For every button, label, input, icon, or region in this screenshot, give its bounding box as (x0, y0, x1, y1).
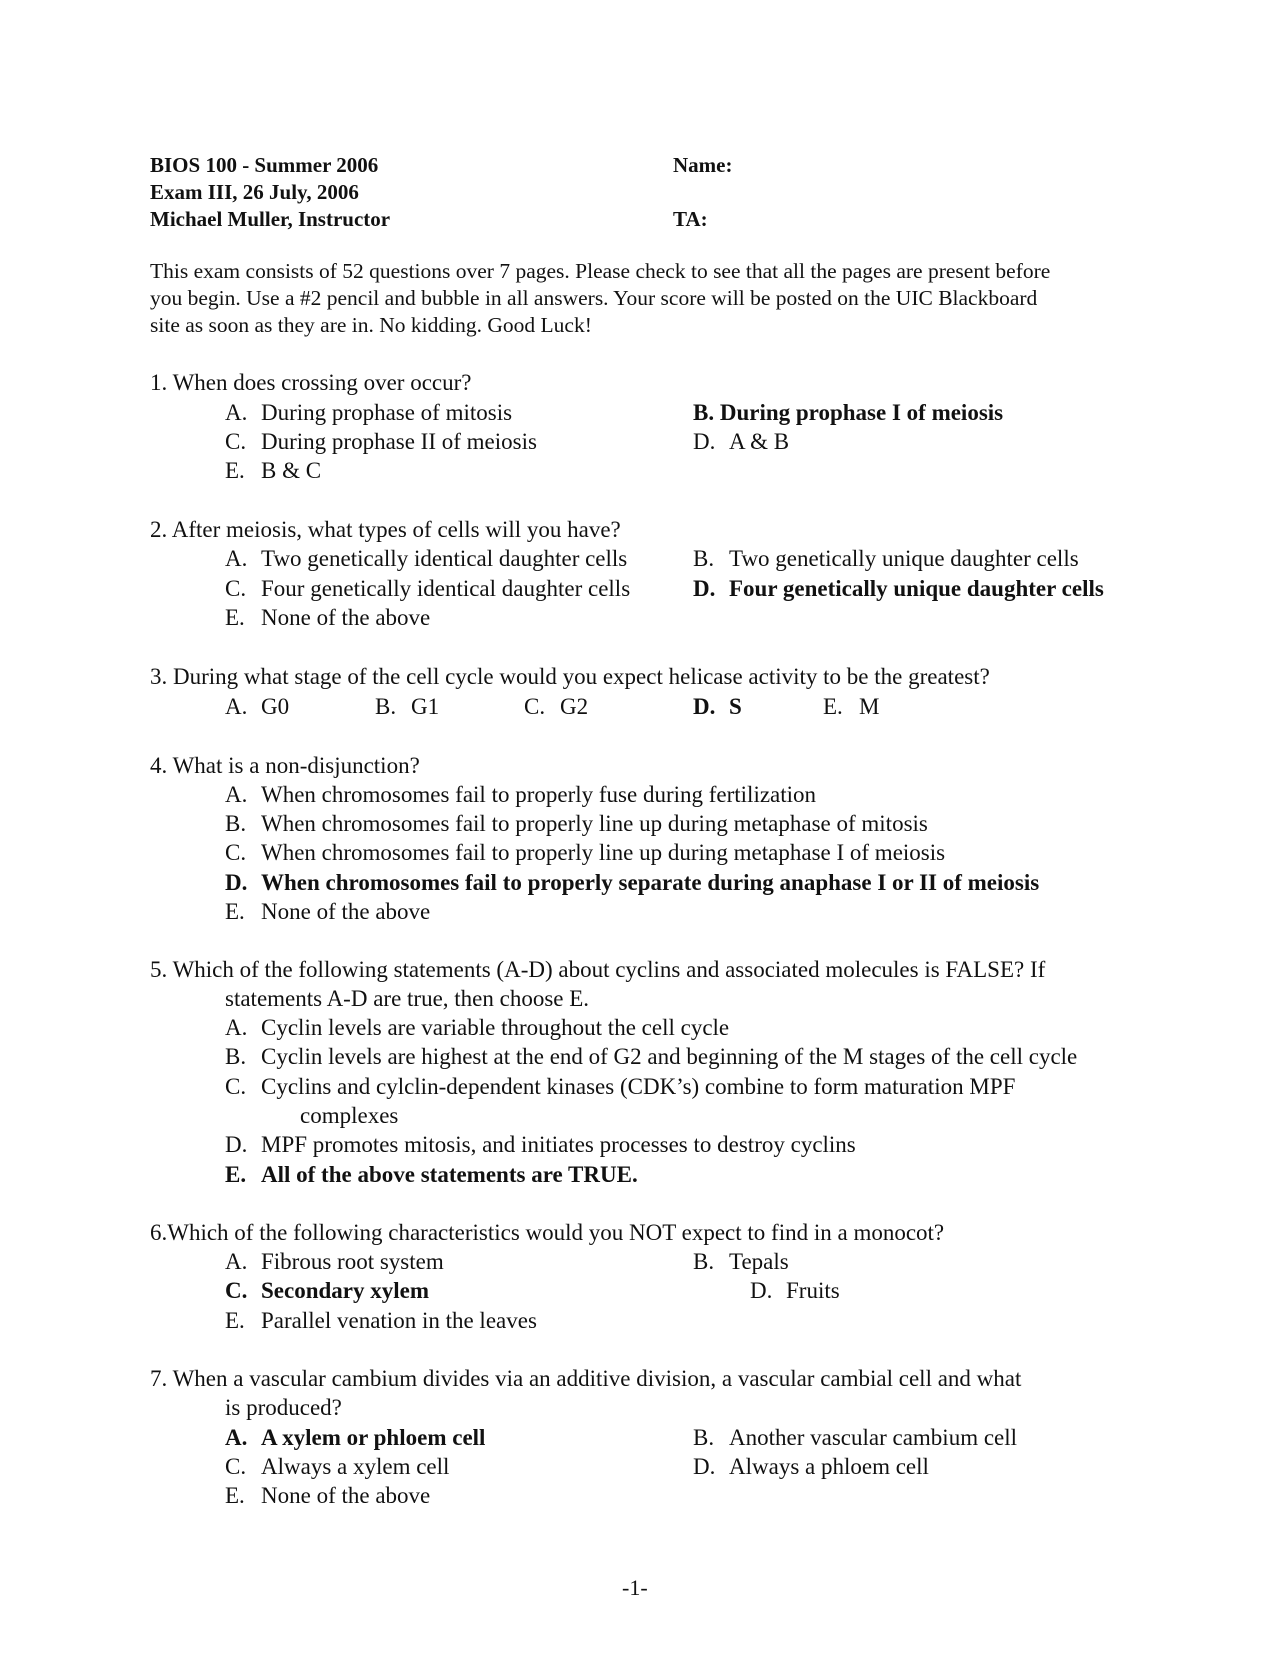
intro-line-3: site as soon as they are in. No kidding. Good Luck! (150, 313, 592, 337)
intro-line-2: you begin. Use a #2 pencil and bubble in all answers. Your score will be posted on the UIC Blackboard (150, 286, 1038, 310)
q4-option-d: D. When chromosomes fail to properly separate during anaphase I or II of meiosis (225, 870, 1040, 895)
q5-option-c: C. Cyclins and cylclin-dependent kinases (CDK’s) combine to form maturation MPF (225, 1074, 1016, 1099)
q6-option-e: E. Parallel venation in the leaves (225, 1308, 537, 1333)
q1-option-c: C. During prophase II of meiosis (225, 429, 537, 454)
question-1: 1. When does crossing over occur? (150, 370, 472, 395)
instructor-name: Michael Muller, Instructor (150, 207, 391, 231)
q4-option-a: A. When chromosomes fail to properly fuse during fertilization (225, 782, 817, 807)
question-2: 2. After meiosis, what types of cells will you have? (150, 517, 621, 542)
question-6: 6.Which of the following characteristics would you NOT expect to find in a monocot? (150, 1220, 945, 1245)
q3-option-b: B. G1 (375, 694, 440, 719)
q3-option-d: D. S (693, 694, 742, 719)
q1-option-d: D. A & B (693, 429, 790, 454)
name-label: Name: (673, 153, 733, 177)
exam-title: Exam III, 26 July, 2006 (150, 180, 359, 204)
q1-option-e: E. B & C (225, 458, 322, 483)
q5-option-e: E. All of the above statements are TRUE. (225, 1162, 638, 1187)
intro-line-1: This exam consists of 52 questions over 7 pages. Please check to see that all the pages are present before (150, 259, 1051, 283)
q7-option-a: A. A xylem or phloem cell (225, 1425, 486, 1450)
q1-option-b: B. During prophase I of meiosis (693, 400, 1004, 425)
q2-option-e: E. None of the above (225, 605, 431, 630)
q2-option-c: C. Four genetically identical daughter cells (225, 576, 631, 601)
q3-option-e: E. M (823, 694, 880, 719)
q2-option-d: D. Four genetically unique daughter cells (693, 576, 1104, 601)
course-title: BIOS 100 - Summer 2006 (150, 153, 379, 177)
q3-option-a: A. G0 (225, 694, 290, 719)
q7-option-b: B. Another vascular cambium cell (693, 1425, 1018, 1450)
q5-option-a: A. Cyclin levels are variable throughout the cell cycle (225, 1015, 730, 1040)
q1-option-a: A. During prophase of mitosis (225, 400, 513, 425)
q5-option-b: B. Cyclin levels are highest at the end of G2 and beginning of the M stages of the cell cycle (225, 1044, 1078, 1069)
q4-option-c: C. When chromosomes fail to properly line up during metaphase I of meiosis (225, 840, 946, 865)
question-5: 5. Which of the following statements (A-D) about cyclins and associated molecules is FALSE? If (150, 957, 1046, 982)
q3-option-c: C. G2 (524, 694, 589, 719)
q6-option-c: C. Secondary xylem (225, 1278, 430, 1303)
ta-label: TA: (673, 207, 708, 231)
q7-option-c: C. Always a xylem cell (225, 1454, 450, 1479)
q7-option-e: E. None of the above (225, 1483, 431, 1508)
q2-option-a: A. Two genetically identical daughter cells (225, 546, 628, 571)
question-7: 7. When a vascular cambium divides via an additive division, a vascular cambial cell and what (150, 1366, 1022, 1391)
q2-option-b: B. Two genetically unique daughter cells (693, 546, 1079, 571)
q7-option-d: D. Always a phloem cell (693, 1454, 929, 1479)
question-7-continued: is produced? (225, 1395, 342, 1420)
q4-option-b: B. When chromosomes fail to properly line up during metaphase of mitosis (225, 811, 928, 836)
q6-option-d: D. Fruits (750, 1278, 840, 1303)
question-3: 3. During what stage of the cell cycle would you expect helicase activity to be the greatest? (150, 664, 990, 689)
question-5-continued: statements A-D are true, then choose E. (225, 986, 590, 1011)
q5-option-c-continued: complexes (300, 1103, 399, 1128)
page-number: -1- (622, 1575, 648, 1600)
q4-option-e: E. None of the above (225, 899, 431, 924)
question-4: 4. What is a non-disjunction? (150, 753, 420, 778)
q6-option-a: A. Fibrous root system (225, 1249, 444, 1274)
q6-option-b: B. Tepals (693, 1249, 789, 1274)
q5-option-d: D. MPF promotes mitosis, and initiates processes to destroy cyclins (225, 1132, 856, 1157)
